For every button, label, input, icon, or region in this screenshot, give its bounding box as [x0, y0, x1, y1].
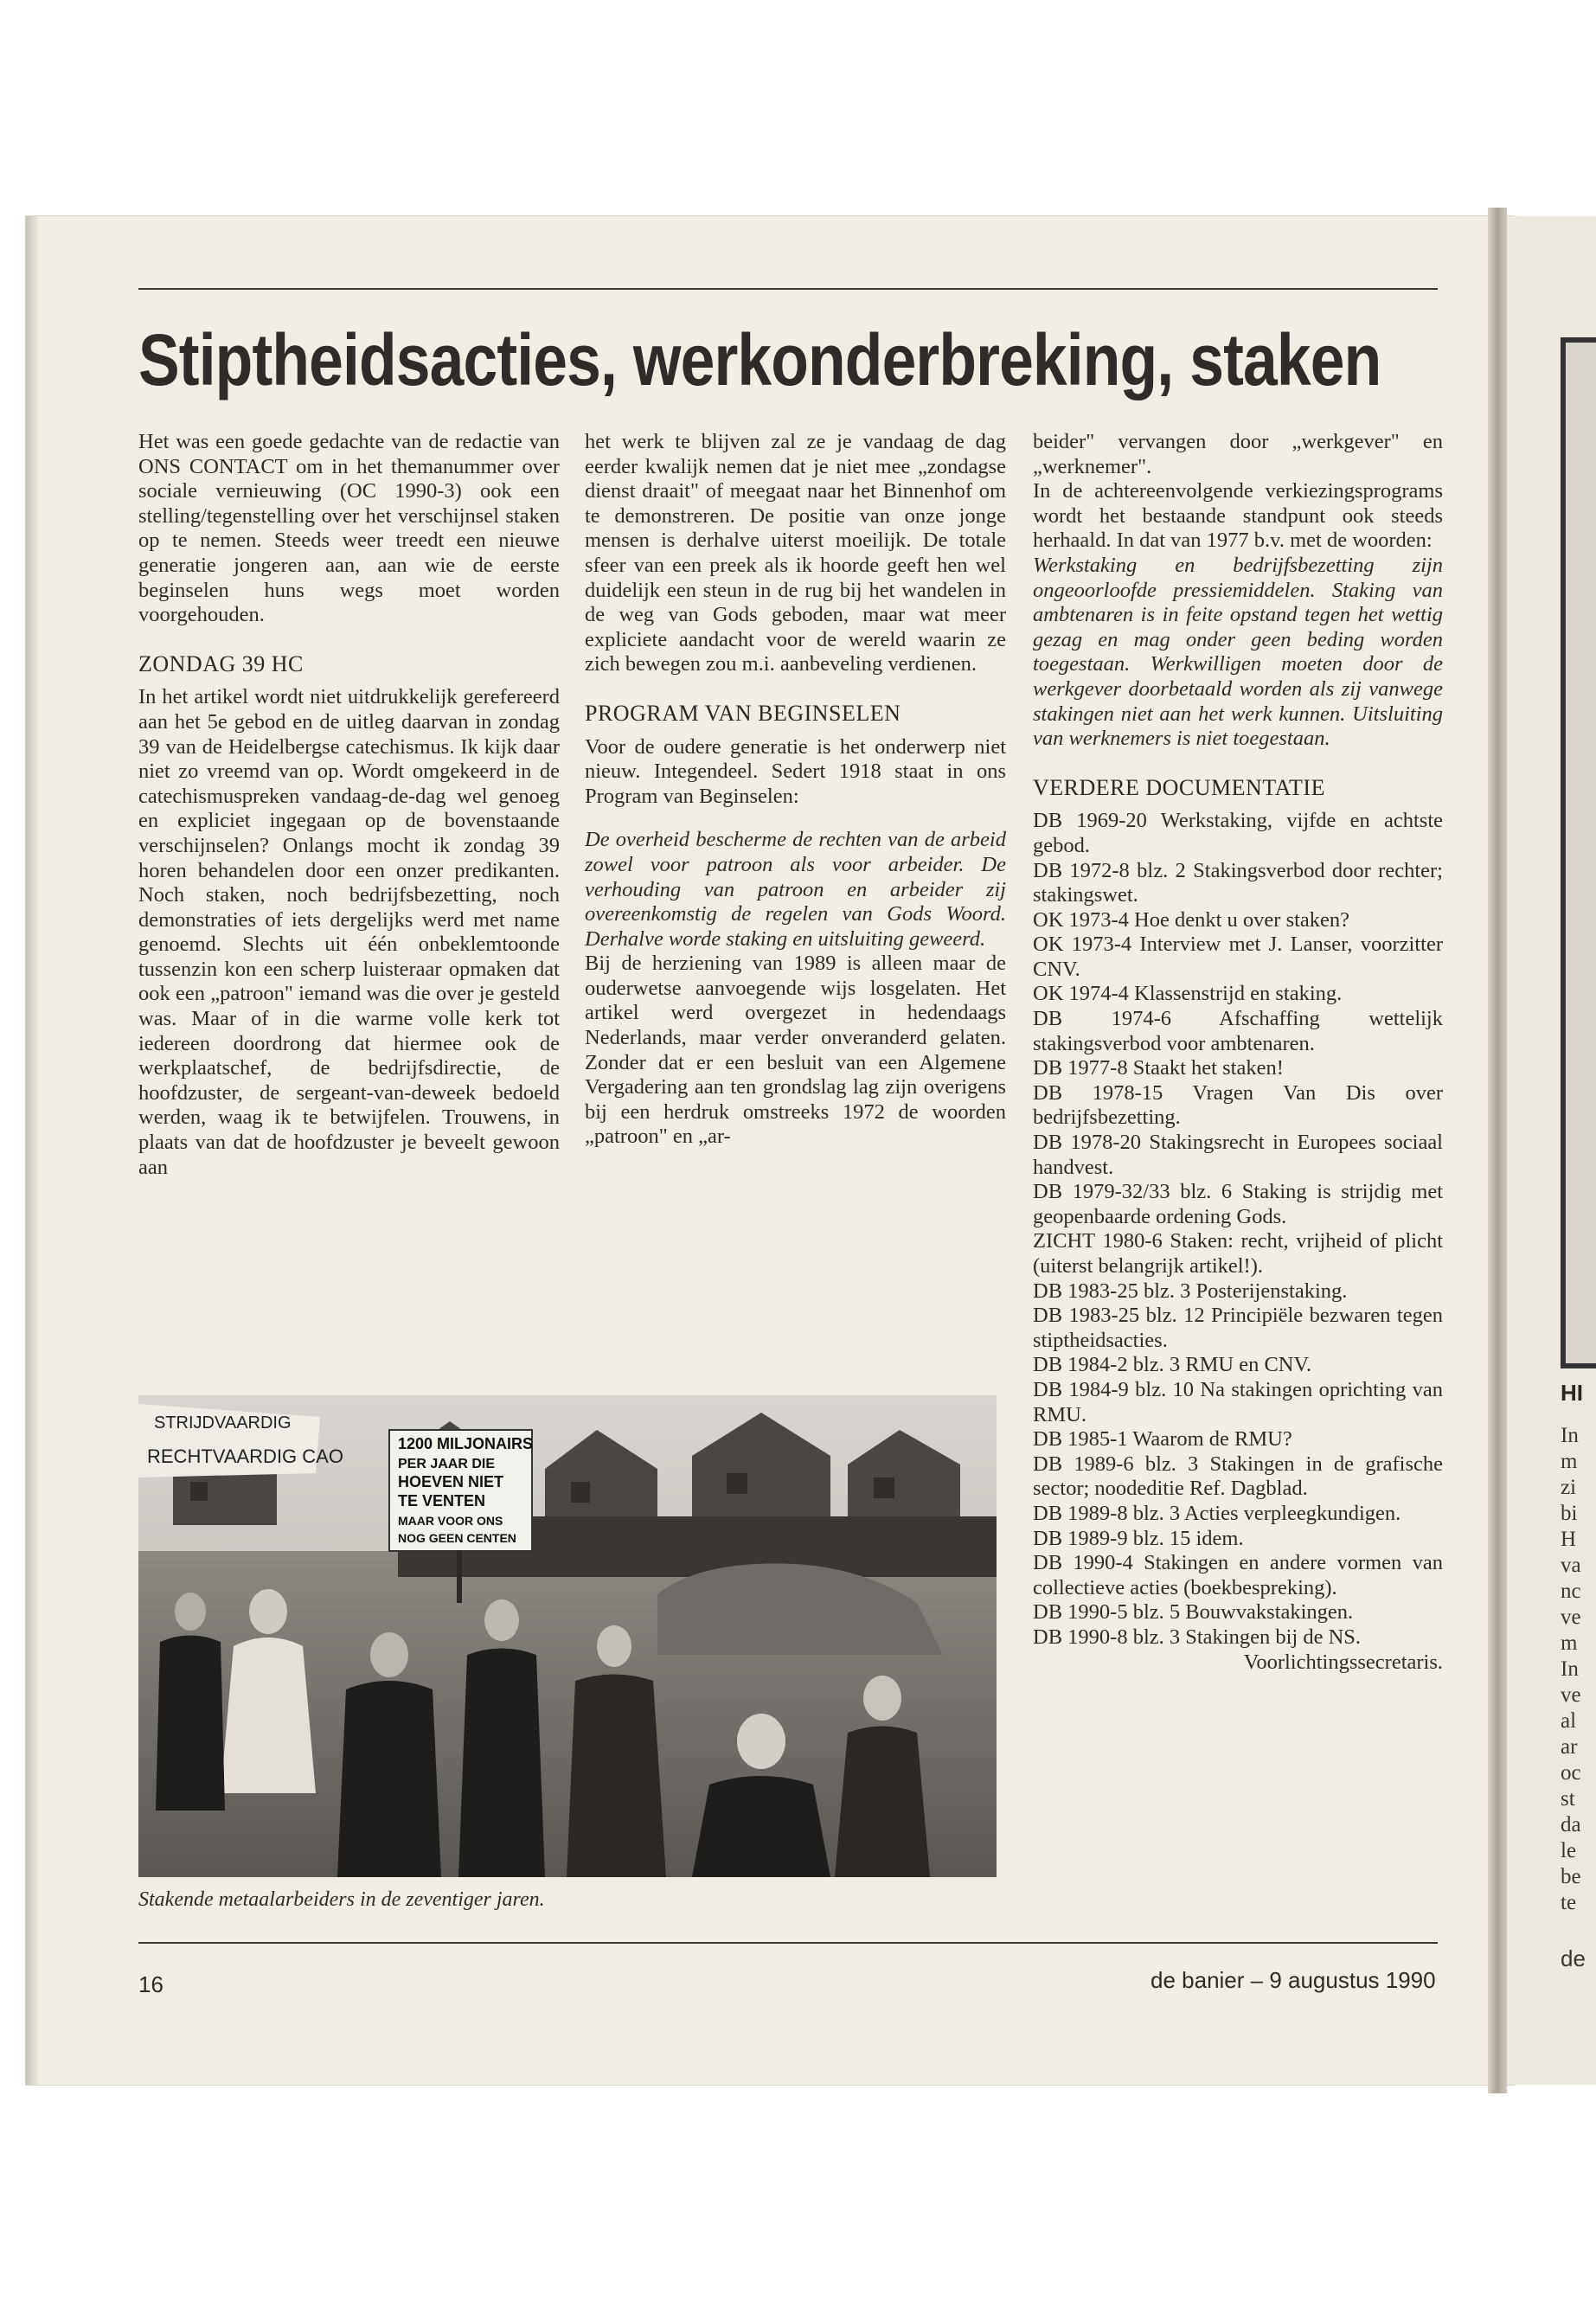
article-title: Stiptheidsacties, werkonderbreking, staken — [138, 319, 1381, 401]
next-page-photo-frame — [1561, 337, 1596, 1368]
documentation-item: DB 1984-9 blz. 10 Na stakingen oprichting van RMU. — [1033, 1377, 1443, 1426]
documentation-item: OK 1974-4 Klassenstrijd en staking. — [1033, 982, 1343, 1006]
documentation-item: DB 1977-8 Staakt het staken! — [1033, 1056, 1284, 1080]
sign-line-1: 1200 MILJONAIRS — [398, 1435, 534, 1452]
next-page-text-fragment: m — [1561, 1631, 1578, 1655]
next-page-text-fragment: zi — [1561, 1476, 1577, 1499]
photo-caption: Stakende metaalarbeiders in de zeventiger jaren. — [138, 1888, 545, 1911]
continuation-paragraph-3: beider" vervangen door „werkgever" en „werknemer". — [1033, 430, 1443, 478]
intro-paragraph: Het was een goede gedachte van de redactie van ONS CONTACT om in het themanummer over sociale vernieuwing (OC 1990-3) ook een stelling/tegenstelling over het verschijnsel staken op te nemen. Steeds weer treedt een nieuwe generatie jongeren aan, aan wie de eerste beginselen huns wegs moet worden voorgehouden. — [138, 430, 560, 627]
documentation-item: DB 1989-6 blz. 3 Stakingen in de grafische sector; noodeditie Ref. Dagblad. — [1033, 1452, 1443, 1501]
continuation-paragraph: het werk te blijven zal ze je vandaag de dag eerder kwalijk nemen dat je niet mee „zondagse dienst draait" of meegaat naar het Binnenhof om te demonstreren. De positie van onze jonge mensen is derhalve uiterst moeilijk. De totale sfeer van een preek als ik hoorde geeft hen wel duidelijk een steun in de rug bij het wandelen in de weg van Gods geboden, maar wat meer expliciete aandacht voor de wereld waarin ze zich bewegen zou m.i. aanbeveling verdienen. — [585, 430, 1006, 676]
zondag-paragraph: In het artikel wordt niet uitdrukkelijk gerefereerd aan het 5e gebod en de uitleg daarvan in zondag 39 van de Heidelbergse catechismus. Ik kijk daar niet zo vreemd van op. Wordt omgekeerd in de catechismuspreken vandaag-de-dag wel genoeg en expliciet ingegaan op de bovenstaande verschijnselen? Onlangs mocht ik zondag 39 horen behandelen door een onzer predikanten. Noch staken, noch bedrijfsbezetting, noch demonstraties of iets dergelijks werd met name genoemd. Slechts uit één onbeklemtoonde tussenzin kon een scherp luisteraar opmaken dat ook een „patroon" iemand was die over je gesteld was. Maar of in die warme volle kerk tot iedereen doordrong dat hiermee ook de werkplaatschef, de bedrijfsdirectie, de hoofdzuster, de sergeant-van-deweek bedoeld werden, waag ik te betwijfelen. Trouwens, in plaats van dat de hoofdzuster je beveelt gewoon aan — [138, 685, 560, 1179]
revision-paragraph: Bij de herziening van 1989 is alleen maar de ouderwetse aanvoegende wijs losgelaten. Het artikel werd overgezet in hedendaags Nederlands, maar verder onveranderd gelaten. Zonder dat er een besluit van een Algemene Vergadering aan ten grondslag lag zijn overigens bij een herdruk omstreeks 1972 de woorden „patroon" en „ar- — [585, 952, 1006, 1149]
banner-left-text-2: RECHTVAARDIG CAO — [147, 1445, 343, 1467]
sign-line-5: MAAR VOOR ONS — [398, 1514, 503, 1528]
section-heading-documentatie: VERDERE DOCUMENTATIE — [1033, 774, 1325, 800]
program-quote: De overheid bescherme de rechten van de arbeid zowel voor patroon als voor arbeider. De verhouding van patroon en arbeider zij overeenkomstig de regelen van Gods Woord. Derhalve worde staking en uitsluiting geweerd. — [585, 828, 1006, 951]
next-page-text-fragment: al — [1561, 1709, 1577, 1733]
documentation-item: DB 1989-9 blz. 15 idem. — [1033, 1526, 1244, 1550]
next-page-footer: de — [1561, 1945, 1586, 1971]
next-page-text-fragment: m — [1561, 1450, 1578, 1473]
top-rule — [138, 288, 1438, 290]
documentation-item: DB 1984-2 blz. 3 RMU en CNV. — [1033, 1353, 1312, 1377]
documentation-item: DB 1989-8 blz. 3 Acties verpleegkundigen. — [1033, 1501, 1401, 1525]
next-page-text-fragment: be — [1561, 1865, 1581, 1888]
banner-left-text-1: STRIJDVAARDIG — [154, 1413, 292, 1433]
publication-line: de banier – 9 augustus 1990 — [1151, 1967, 1436, 1993]
bottom-rule — [138, 1942, 1438, 1944]
next-page-text-fragment: ve — [1561, 1683, 1581, 1707]
documentation-item: DB 1978-15 Vragen Van Dis over bedrijfsbezetting. — [1033, 1080, 1443, 1130]
documentation-item: DB 1979-32/33 blz. 6 Staking is strijdig met geopenbaarde ordening Gods. — [1033, 1180, 1443, 1228]
strike-photo — [138, 1395, 997, 1877]
binding-spine — [1488, 208, 1507, 2093]
documentation-item: DB 1990-5 blz. 5 Bouwvakstakingen. — [1033, 1600, 1354, 1625]
program-paragraph: Voor de oudere generatie is het onderwerp niet nieuw. Integendeel. Sedert 1918 staat in ons Program van Beginselen: — [585, 734, 1006, 808]
election-paragraph: In de achtereenvolgende verkiezingsprograms wordt het bestaande standpunt ook steeds herhaald. In dat van 1977 b.v. met de woorden: — [1033, 479, 1443, 553]
column-2 — [585, 430, 1006, 1150]
election-quote: Werkstaking en bedrijfsbezetting zijn ongeoorloofde pressiemiddelen. Staking van ambtenaren is in feite opstand tegen het wettig gezag en mag onder geen beding worden toegestaan. Werkwilligen moeten door de werkgever doorbetaald worden als zij vanwege stakingen niet aan het werk kunnen. Uitsluiting van werknemers is niet toegestaan. — [1033, 553, 1443, 751]
column-3 — [1033, 430, 1443, 1675]
documentation-item: DB 1990-8 blz. 3 Stakingen bij de NS. — [1033, 1625, 1362, 1649]
section-heading-zondag: ZONDAG 39 HC — [138, 651, 304, 676]
sign-line-3: HOEVEN NIET — [398, 1473, 504, 1490]
next-page-text-fragment: va — [1561, 1554, 1581, 1577]
next-page-text-fragment: te — [1561, 1891, 1577, 1914]
documentation-item: DB 1978-20 Stakingsrecht in Europees sociaal handvest. — [1033, 1131, 1443, 1179]
next-page-text-fragment: H — [1561, 1528, 1577, 1551]
documentation-item: DB 1990-4 Stakingen en andere vormen van collectieve acties (boekbespreking). — [1033, 1551, 1443, 1599]
documentation-item: DB 1983-25 blz. 12 Principiële bezwaren tegen stiptheidsacties. — [1033, 1304, 1443, 1352]
documentation-list — [1033, 809, 1443, 1650]
documentation-item: DB 1972-8 blz. 2 Stakingsverbod door rechter; stakingswet. — [1033, 858, 1443, 907]
next-page-text-fragment: le — [1561, 1839, 1577, 1862]
next-page-text-fragment: st — [1561, 1787, 1575, 1811]
next-page-text-fragment: bi — [1561, 1502, 1578, 1525]
documentation-item: ZICHT 1980-6 Staken: recht, vrijheid of plicht (uiterst belangrijk artikel!). — [1033, 1229, 1443, 1278]
documentation-item: OK 1973-4 Hoe denkt u over staken? — [1033, 907, 1350, 932]
signature: Voorlichtingssecretaris. — [1243, 1650, 1443, 1674]
next-page-text-fragment: In — [1561, 1424, 1579, 1447]
next-page-text-fragment: ve — [1561, 1606, 1581, 1629]
next-page-text-fragment: nc — [1561, 1580, 1581, 1603]
page-number: 16 — [138, 1971, 163, 1997]
sign-line-4: TE VENTEN — [398, 1492, 486, 1509]
next-page-text-fragment: In — [1561, 1657, 1579, 1681]
documentation-item: DB 1969-20 Werkstaking, vijfde en achtste gebod. — [1033, 809, 1443, 857]
next-page-heading: HI — [1561, 1380, 1583, 1406]
documentation-item: DB 1985-1 Waarom de RMU? — [1033, 1427, 1292, 1452]
next-page-text-fragment: ar — [1561, 1735, 1578, 1759]
documentation-item: DB 1974-6 Afschaffing wettelijk stakingsverbod voor ambtenaren. — [1033, 1007, 1443, 1055]
strike-photo-illustration — [138, 1395, 997, 1877]
next-page-text-fragment: oc — [1561, 1761, 1581, 1785]
page-edge — [26, 216, 38, 2085]
sign-line-6: NOG GEEN CENTEN — [398, 1531, 516, 1545]
section-heading-program: PROGRAM VAN BEGINSELEN — [585, 700, 901, 726]
documentation-item: OK 1973-4 Interview met J. Lanser, voorzitter CNV. — [1033, 933, 1443, 981]
documentation-item: DB 1983-25 blz. 3 Posterijenstaking. — [1033, 1279, 1348, 1303]
column-1 — [138, 430, 560, 1180]
next-page-fragment — [1507, 216, 1596, 2085]
next-page-text-fragment: da — [1561, 1813, 1581, 1836]
sign-line-2: PER JAAR DIE — [398, 1457, 496, 1471]
